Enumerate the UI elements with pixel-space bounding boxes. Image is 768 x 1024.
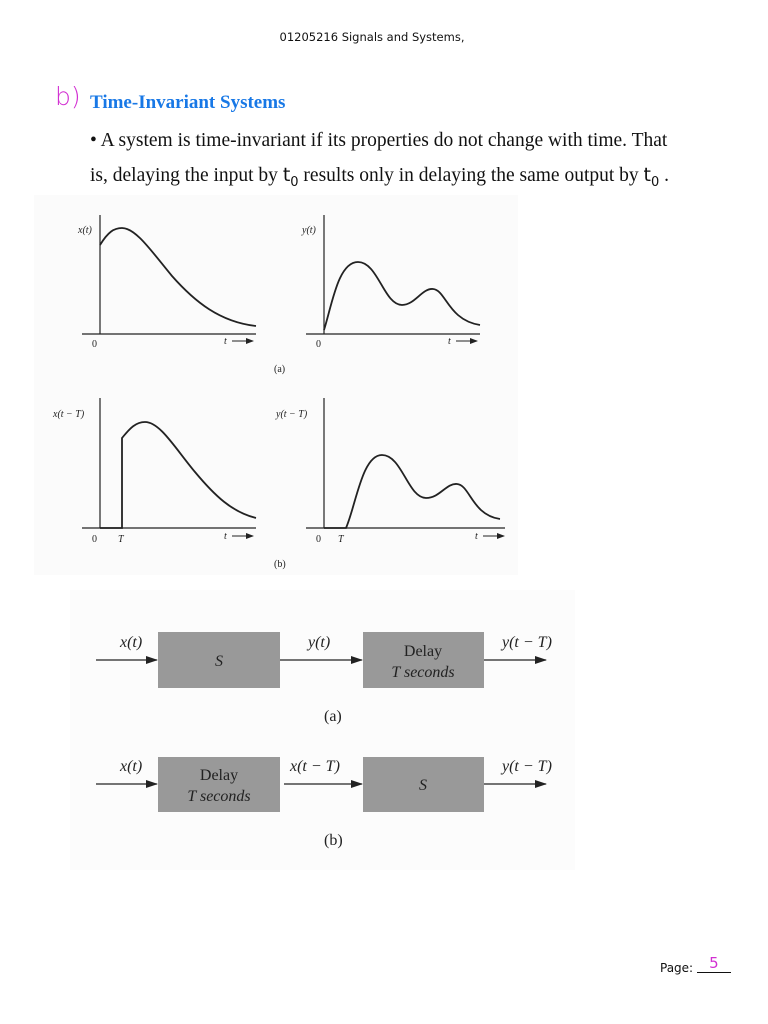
input-label: x(t): [120, 758, 143, 775]
x-label: t: [224, 336, 227, 347]
line2-text-a: is, delaying the input by: [90, 165, 278, 186]
plot-y-t-minus-T: [275, 398, 505, 545]
plot-x-t-minus-T: [52, 398, 256, 545]
line2-period: .: [664, 165, 670, 186]
delay-tick-label: T: [338, 534, 344, 545]
delay-block-line1: Delay: [199, 767, 239, 784]
caption-a: (a): [324, 708, 342, 725]
x-label: t: [448, 336, 451, 347]
signal-curve: [324, 262, 480, 330]
delay-block-line2: T seconds: [187, 788, 251, 805]
output-label: y(t − T): [502, 634, 552, 651]
y-label: y(t): [302, 225, 316, 236]
mid-label: y(t): [308, 634, 331, 651]
origin-label: 0: [92, 534, 97, 545]
definition-paragraph: [90, 124, 730, 200]
mid-label: x(t − T): [290, 758, 340, 775]
signal-figure: [34, 195, 518, 575]
signal-curve: [100, 228, 256, 326]
t-subscript: 0: [651, 174, 660, 190]
plot-y-t: [301, 215, 480, 350]
page-header: [0, 30, 768, 44]
delay-block-line2: T seconds: [391, 664, 455, 681]
line1-text: A system is time-invariant if its properties do not change with time. That: [100, 130, 668, 151]
y-label: x(t): [78, 225, 92, 236]
caption-a: (a): [274, 364, 286, 375]
origin-label: 0: [316, 534, 321, 545]
origin-label: 0: [92, 339, 97, 350]
t-letter: t: [643, 164, 651, 186]
page-number: 5: [697, 954, 731, 973]
delay-block-line1: Delay: [403, 643, 443, 660]
signal-curve: [324, 455, 500, 528]
system-block-label: S: [215, 653, 223, 670]
input-label: x(t): [120, 634, 143, 651]
page-footer: [660, 954, 731, 977]
t0-symbol-2: [643, 164, 660, 190]
system-block-label: S: [419, 777, 427, 794]
section-title: Time-Invariant Systems: [90, 92, 286, 113]
delay-tick-label: T: [118, 534, 124, 545]
signal-plots-svg: [34, 195, 518, 575]
signal-curve: [100, 422, 256, 528]
x-label: t: [224, 531, 227, 542]
origin-label: 0: [316, 339, 321, 350]
diagram-a: [96, 632, 552, 725]
paragraph-line-1: [90, 124, 730, 158]
y-label: y(t − T): [276, 409, 308, 420]
t0-symbol: [282, 164, 299, 190]
line2-text-b: results only in delaying the same output by: [303, 165, 639, 186]
block-diagram-svg: [70, 590, 575, 870]
t-subscript: 0: [290, 174, 299, 190]
plot-x-t: [77, 215, 256, 350]
t-letter: t: [282, 164, 291, 186]
caption-b: (b): [324, 832, 343, 849]
diagram-b: [96, 757, 552, 849]
bullet: •: [90, 130, 97, 151]
output-label: y(t − T): [502, 758, 552, 775]
course-title: 01205216 Signals and Systems,: [279, 30, 465, 44]
block-diagram-figure: [70, 590, 575, 870]
paragraph-line-2: [90, 158, 730, 200]
page-label: Page:: [660, 961, 694, 975]
caption-b: (b): [274, 559, 286, 570]
x-label: t: [475, 531, 478, 542]
section-marker: b): [55, 82, 81, 111]
y-label: x(t − T): [53, 409, 85, 420]
